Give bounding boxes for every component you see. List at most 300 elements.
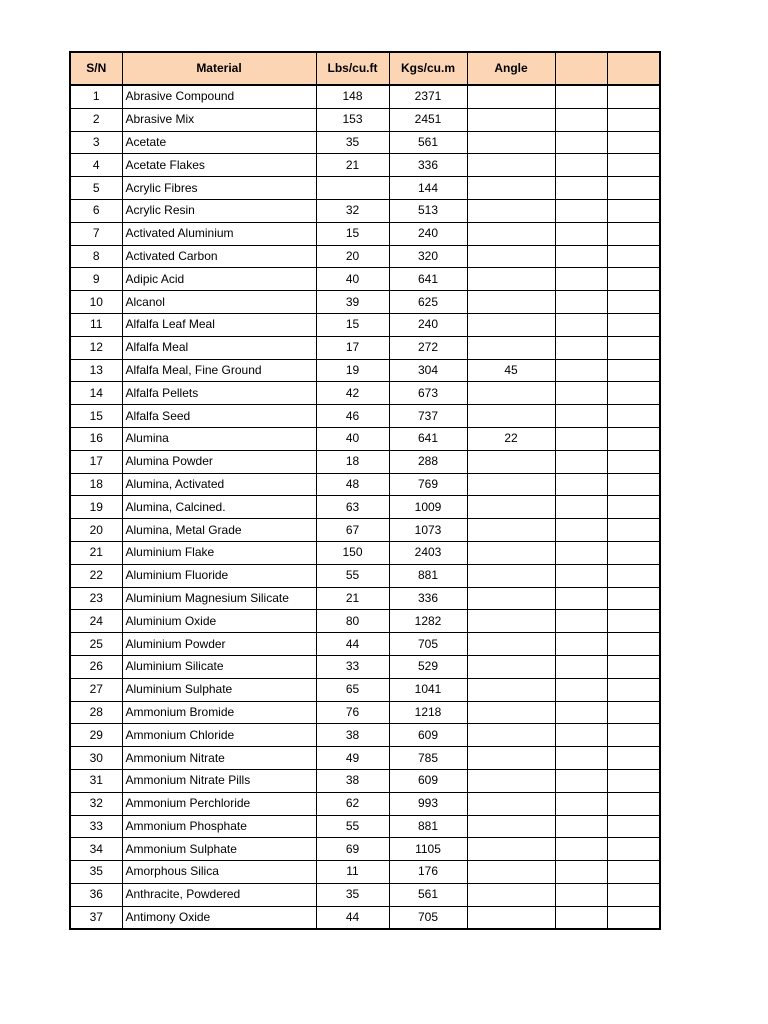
cell-material: Acetate Flakes [122, 154, 316, 177]
cell-empty [555, 838, 607, 861]
cell-sn: 30 [70, 747, 122, 770]
cell-sn: 6 [70, 199, 122, 222]
cell-empty [555, 701, 607, 724]
cell-empty [607, 633, 660, 656]
cell-empty [607, 85, 660, 108]
cell-angle [467, 701, 555, 724]
cell-empty [607, 815, 660, 838]
cell-empty [607, 473, 660, 496]
cell-material: Ammonium Bromide [122, 701, 316, 724]
cell-empty [555, 678, 607, 701]
cell-sn: 20 [70, 519, 122, 542]
cell-sn: 16 [70, 427, 122, 450]
cell-material: Alfalfa Meal, Fine Ground [122, 359, 316, 382]
cell-lbs-cuft: 150 [316, 541, 389, 564]
cell-kgs-cum: 144 [389, 177, 467, 200]
cell-material: Adipic Acid [122, 268, 316, 291]
cell-lbs-cuft: 153 [316, 108, 389, 131]
cell-sn: 15 [70, 405, 122, 428]
cell-kgs-cum: 1073 [389, 519, 467, 542]
table-row [70, 883, 660, 906]
cell-material: Abrasive Compound [122, 85, 316, 108]
cell-material: Anthracite, Powdered [122, 883, 316, 906]
cell-material: Acrylic Resin [122, 199, 316, 222]
table-row [70, 336, 660, 359]
cell-empty [607, 838, 660, 861]
cell-lbs-cuft: 15 [316, 222, 389, 245]
cell-angle [467, 222, 555, 245]
cell-sn: 4 [70, 154, 122, 177]
header-kgs-cum: Kgs/cu.m [389, 52, 467, 85]
table-row [70, 85, 660, 108]
cell-empty [607, 199, 660, 222]
cell-sn: 7 [70, 222, 122, 245]
cell-empty [607, 861, 660, 884]
cell-empty [555, 519, 607, 542]
table-row [70, 177, 660, 200]
cell-lbs-cuft: 62 [316, 792, 389, 815]
cell-material: Antimony Oxide [122, 906, 316, 929]
cell-empty [555, 154, 607, 177]
cell-kgs-cum: 609 [389, 769, 467, 792]
cell-material: Alfalfa Seed [122, 405, 316, 428]
cell-angle [467, 861, 555, 884]
cell-kgs-cum: 641 [389, 427, 467, 450]
table-row [70, 587, 660, 610]
cell-empty [555, 85, 607, 108]
cell-material: Ammonium Chloride [122, 724, 316, 747]
material-density-table [69, 51, 661, 930]
cell-lbs-cuft: 55 [316, 564, 389, 587]
cell-lbs-cuft: 39 [316, 291, 389, 314]
cell-sn: 25 [70, 633, 122, 656]
cell-lbs-cuft: 67 [316, 519, 389, 542]
cell-empty [607, 564, 660, 587]
cell-material: Abrasive Mix [122, 108, 316, 131]
cell-empty [555, 587, 607, 610]
cell-empty [555, 496, 607, 519]
cell-empty [555, 610, 607, 633]
table-row [70, 724, 660, 747]
cell-empty [607, 678, 660, 701]
cell-material: Alumina, Activated [122, 473, 316, 496]
table-row [70, 154, 660, 177]
table-row [70, 519, 660, 542]
table-row [70, 769, 660, 792]
cell-empty [607, 313, 660, 336]
cell-angle [467, 633, 555, 656]
cell-material: Acrylic Fibres [122, 177, 316, 200]
cell-sn: 11 [70, 313, 122, 336]
table-row [70, 815, 660, 838]
cell-lbs-cuft: 20 [316, 245, 389, 268]
cell-angle [467, 382, 555, 405]
cell-lbs-cuft: 11 [316, 861, 389, 884]
cell-empty [555, 906, 607, 929]
cell-empty [555, 245, 607, 268]
cell-empty [555, 747, 607, 770]
cell-lbs-cuft: 18 [316, 450, 389, 473]
cell-sn: 2 [70, 108, 122, 131]
cell-angle [467, 792, 555, 815]
cell-empty [607, 245, 660, 268]
table-row [70, 678, 660, 701]
cell-empty [607, 177, 660, 200]
table-row [70, 701, 660, 724]
cell-material: Aluminium Powder [122, 633, 316, 656]
cell-angle [467, 154, 555, 177]
cell-lbs-cuft: 40 [316, 268, 389, 291]
cell-lbs-cuft: 48 [316, 473, 389, 496]
cell-lbs-cuft: 44 [316, 906, 389, 929]
cell-empty [607, 405, 660, 428]
table-row [70, 838, 660, 861]
cell-sn: 18 [70, 473, 122, 496]
cell-angle [467, 85, 555, 108]
table-row [70, 792, 660, 815]
table-body [70, 85, 660, 929]
cell-empty [607, 427, 660, 450]
cell-material: Aluminium Flake [122, 541, 316, 564]
cell-empty [607, 108, 660, 131]
header-angle: Angle [467, 52, 555, 85]
cell-kgs-cum: 705 [389, 633, 467, 656]
header-blank-1 [555, 52, 607, 85]
cell-sn: 28 [70, 701, 122, 724]
cell-kgs-cum: 1041 [389, 678, 467, 701]
cell-material: Ammonium Nitrate [122, 747, 316, 770]
cell-material: Acetate [122, 131, 316, 154]
cell-lbs-cuft: 40 [316, 427, 389, 450]
cell-material: Activated Carbon [122, 245, 316, 268]
cell-kgs-cum: 641 [389, 268, 467, 291]
cell-material: Amorphous Silica [122, 861, 316, 884]
cell-angle [467, 336, 555, 359]
cell-empty [555, 359, 607, 382]
header-material: Material [122, 52, 316, 85]
cell-kgs-cum: 240 [389, 222, 467, 245]
table-row [70, 473, 660, 496]
cell-empty [555, 564, 607, 587]
cell-empty [607, 747, 660, 770]
cell-empty [555, 473, 607, 496]
cell-sn: 19 [70, 496, 122, 519]
cell-kgs-cum: 609 [389, 724, 467, 747]
cell-angle [467, 769, 555, 792]
cell-kgs-cum: 625 [389, 291, 467, 314]
table-row [70, 906, 660, 929]
table-row [70, 108, 660, 131]
cell-empty [607, 724, 660, 747]
cell-angle [467, 519, 555, 542]
cell-angle [467, 724, 555, 747]
cell-lbs-cuft: 46 [316, 405, 389, 428]
cell-material: Alumina Powder [122, 450, 316, 473]
cell-empty [555, 222, 607, 245]
cell-angle [467, 610, 555, 633]
table-row [70, 199, 660, 222]
cell-empty [607, 906, 660, 929]
cell-empty [555, 291, 607, 314]
cell-angle [467, 587, 555, 610]
cell-kgs-cum: 272 [389, 336, 467, 359]
cell-empty [555, 633, 607, 656]
cell-empty [555, 405, 607, 428]
cell-sn: 26 [70, 655, 122, 678]
header-lbs-cuft: Lbs/cu.ft [316, 52, 389, 85]
table-row [70, 564, 660, 587]
table-row [70, 245, 660, 268]
cell-empty [607, 336, 660, 359]
cell-angle [467, 199, 555, 222]
table-row [70, 313, 660, 336]
cell-kgs-cum: 240 [389, 313, 467, 336]
cell-angle [467, 541, 555, 564]
table-row [70, 131, 660, 154]
cell-kgs-cum: 785 [389, 747, 467, 770]
cell-empty [607, 541, 660, 564]
cell-angle [467, 678, 555, 701]
cell-empty [555, 382, 607, 405]
cell-sn: 17 [70, 450, 122, 473]
cell-lbs-cuft: 32 [316, 199, 389, 222]
cell-lbs-cuft: 44 [316, 633, 389, 656]
cell-material: Activated Aluminium [122, 222, 316, 245]
header-blank-2 [607, 52, 660, 85]
cell-material: Alfalfa Meal [122, 336, 316, 359]
cell-material: Aluminium Fluoride [122, 564, 316, 587]
cell-empty [555, 861, 607, 884]
cell-angle [467, 906, 555, 929]
cell-material: Alfalfa Pellets [122, 382, 316, 405]
cell-sn: 31 [70, 769, 122, 792]
table-row [70, 747, 660, 770]
cell-sn: 13 [70, 359, 122, 382]
cell-empty [607, 496, 660, 519]
cell-sn: 35 [70, 861, 122, 884]
cell-kgs-cum: 513 [389, 199, 467, 222]
cell-sn: 10 [70, 291, 122, 314]
table-row [70, 541, 660, 564]
cell-angle [467, 564, 555, 587]
cell-kgs-cum: 673 [389, 382, 467, 405]
cell-sn: 33 [70, 815, 122, 838]
cell-material: Ammonium Perchloride [122, 792, 316, 815]
cell-empty [607, 701, 660, 724]
cell-kgs-cum: 881 [389, 815, 467, 838]
cell-empty [555, 724, 607, 747]
cell-angle: 45 [467, 359, 555, 382]
cell-empty [555, 427, 607, 450]
cell-material: Ammonium Phosphate [122, 815, 316, 838]
cell-kgs-cum: 705 [389, 906, 467, 929]
cell-empty [555, 769, 607, 792]
cell-empty [607, 154, 660, 177]
cell-empty [607, 587, 660, 610]
cell-kgs-cum: 737 [389, 405, 467, 428]
cell-lbs-cuft: 15 [316, 313, 389, 336]
cell-angle [467, 883, 555, 906]
cell-sn: 14 [70, 382, 122, 405]
cell-kgs-cum: 881 [389, 564, 467, 587]
cell-empty [555, 199, 607, 222]
cell-material: Alumina, Metal Grade [122, 519, 316, 542]
cell-kgs-cum: 529 [389, 655, 467, 678]
cell-material: Ammonium Nitrate Pills [122, 769, 316, 792]
cell-lbs-cuft: 80 [316, 610, 389, 633]
cell-material: Aluminium Sulphate [122, 678, 316, 701]
cell-kgs-cum: 2403 [389, 541, 467, 564]
cell-lbs-cuft: 63 [316, 496, 389, 519]
table-row [70, 359, 660, 382]
cell-empty [555, 177, 607, 200]
table-row [70, 382, 660, 405]
cell-sn: 22 [70, 564, 122, 587]
cell-kgs-cum: 304 [389, 359, 467, 382]
table-row [70, 427, 660, 450]
cell-lbs-cuft: 49 [316, 747, 389, 770]
cell-angle [467, 291, 555, 314]
cell-angle [467, 131, 555, 154]
table-row [70, 405, 660, 428]
cell-lbs-cuft: 38 [316, 769, 389, 792]
cell-angle [467, 405, 555, 428]
cell-angle [467, 268, 555, 291]
cell-kgs-cum: 176 [389, 861, 467, 884]
cell-angle [467, 245, 555, 268]
cell-kgs-cum: 1009 [389, 496, 467, 519]
cell-sn: 3 [70, 131, 122, 154]
cell-sn: 9 [70, 268, 122, 291]
cell-sn: 24 [70, 610, 122, 633]
cell-angle [467, 815, 555, 838]
cell-empty [607, 291, 660, 314]
cell-empty [607, 792, 660, 815]
table-row [70, 222, 660, 245]
cell-sn: 34 [70, 838, 122, 861]
header-sn: S/N [70, 52, 122, 85]
table-row [70, 268, 660, 291]
cell-empty [607, 655, 660, 678]
cell-kgs-cum: 561 [389, 883, 467, 906]
cell-angle [467, 450, 555, 473]
cell-angle [467, 473, 555, 496]
table-header [70, 52, 660, 85]
cell-sn: 29 [70, 724, 122, 747]
cell-lbs-cuft: 17 [316, 336, 389, 359]
cell-lbs-cuft [316, 177, 389, 200]
cell-lbs-cuft: 33 [316, 655, 389, 678]
cell-angle [467, 177, 555, 200]
cell-empty [607, 883, 660, 906]
cell-kgs-cum: 1282 [389, 610, 467, 633]
table-row [70, 610, 660, 633]
cell-material: Alfalfa Leaf Meal [122, 313, 316, 336]
cell-sn: 23 [70, 587, 122, 610]
cell-sn: 5 [70, 177, 122, 200]
cell-sn: 12 [70, 336, 122, 359]
cell-empty [607, 769, 660, 792]
cell-lbs-cuft: 42 [316, 382, 389, 405]
cell-empty [555, 450, 607, 473]
cell-angle: 22 [467, 427, 555, 450]
cell-angle [467, 655, 555, 678]
table-row [70, 633, 660, 656]
cell-sn: 36 [70, 883, 122, 906]
cell-lbs-cuft: 21 [316, 154, 389, 177]
cell-kgs-cum: 336 [389, 154, 467, 177]
cell-lbs-cuft: 35 [316, 883, 389, 906]
cell-sn: 32 [70, 792, 122, 815]
cell-empty [555, 336, 607, 359]
cell-kgs-cum: 288 [389, 450, 467, 473]
cell-empty [555, 268, 607, 291]
cell-kgs-cum: 993 [389, 792, 467, 815]
cell-empty [607, 450, 660, 473]
cell-kgs-cum: 336 [389, 587, 467, 610]
cell-kgs-cum: 1105 [389, 838, 467, 861]
cell-kgs-cum: 320 [389, 245, 467, 268]
cell-empty [555, 541, 607, 564]
cell-lbs-cuft: 21 [316, 587, 389, 610]
cell-material: Aluminium Magnesium Silicate [122, 587, 316, 610]
cell-sn: 1 [70, 85, 122, 108]
cell-sn: 27 [70, 678, 122, 701]
cell-lbs-cuft: 19 [316, 359, 389, 382]
cell-material: Alumina, Calcined. [122, 496, 316, 519]
cell-material: Aluminium Silicate [122, 655, 316, 678]
cell-empty [555, 792, 607, 815]
cell-angle [467, 313, 555, 336]
table-row [70, 450, 660, 473]
cell-angle [467, 747, 555, 770]
table-row [70, 655, 660, 678]
cell-empty [607, 610, 660, 633]
cell-kgs-cum: 561 [389, 131, 467, 154]
table-row [70, 496, 660, 519]
cell-empty [555, 815, 607, 838]
cell-sn: 21 [70, 541, 122, 564]
header-row [70, 52, 660, 85]
cell-lbs-cuft: 35 [316, 131, 389, 154]
cell-material: Aluminium Oxide [122, 610, 316, 633]
cell-material: Alumina [122, 427, 316, 450]
cell-angle [467, 838, 555, 861]
cell-lbs-cuft: 76 [316, 701, 389, 724]
table-row [70, 291, 660, 314]
cell-empty [607, 222, 660, 245]
cell-kgs-cum: 2451 [389, 108, 467, 131]
cell-lbs-cuft: 69 [316, 838, 389, 861]
cell-kgs-cum: 769 [389, 473, 467, 496]
cell-kgs-cum: 1218 [389, 701, 467, 724]
cell-lbs-cuft: 65 [316, 678, 389, 701]
cell-lbs-cuft: 148 [316, 85, 389, 108]
cell-kgs-cum: 2371 [389, 85, 467, 108]
cell-material: Ammonium Sulphate [122, 838, 316, 861]
cell-empty [555, 655, 607, 678]
table-row [70, 861, 660, 884]
cell-empty [555, 313, 607, 336]
cell-lbs-cuft: 38 [316, 724, 389, 747]
cell-material: Alcanol [122, 291, 316, 314]
cell-angle [467, 108, 555, 131]
cell-empty [607, 131, 660, 154]
cell-lbs-cuft: 55 [316, 815, 389, 838]
cell-sn: 37 [70, 906, 122, 929]
cell-empty [555, 131, 607, 154]
cell-empty [607, 268, 660, 291]
